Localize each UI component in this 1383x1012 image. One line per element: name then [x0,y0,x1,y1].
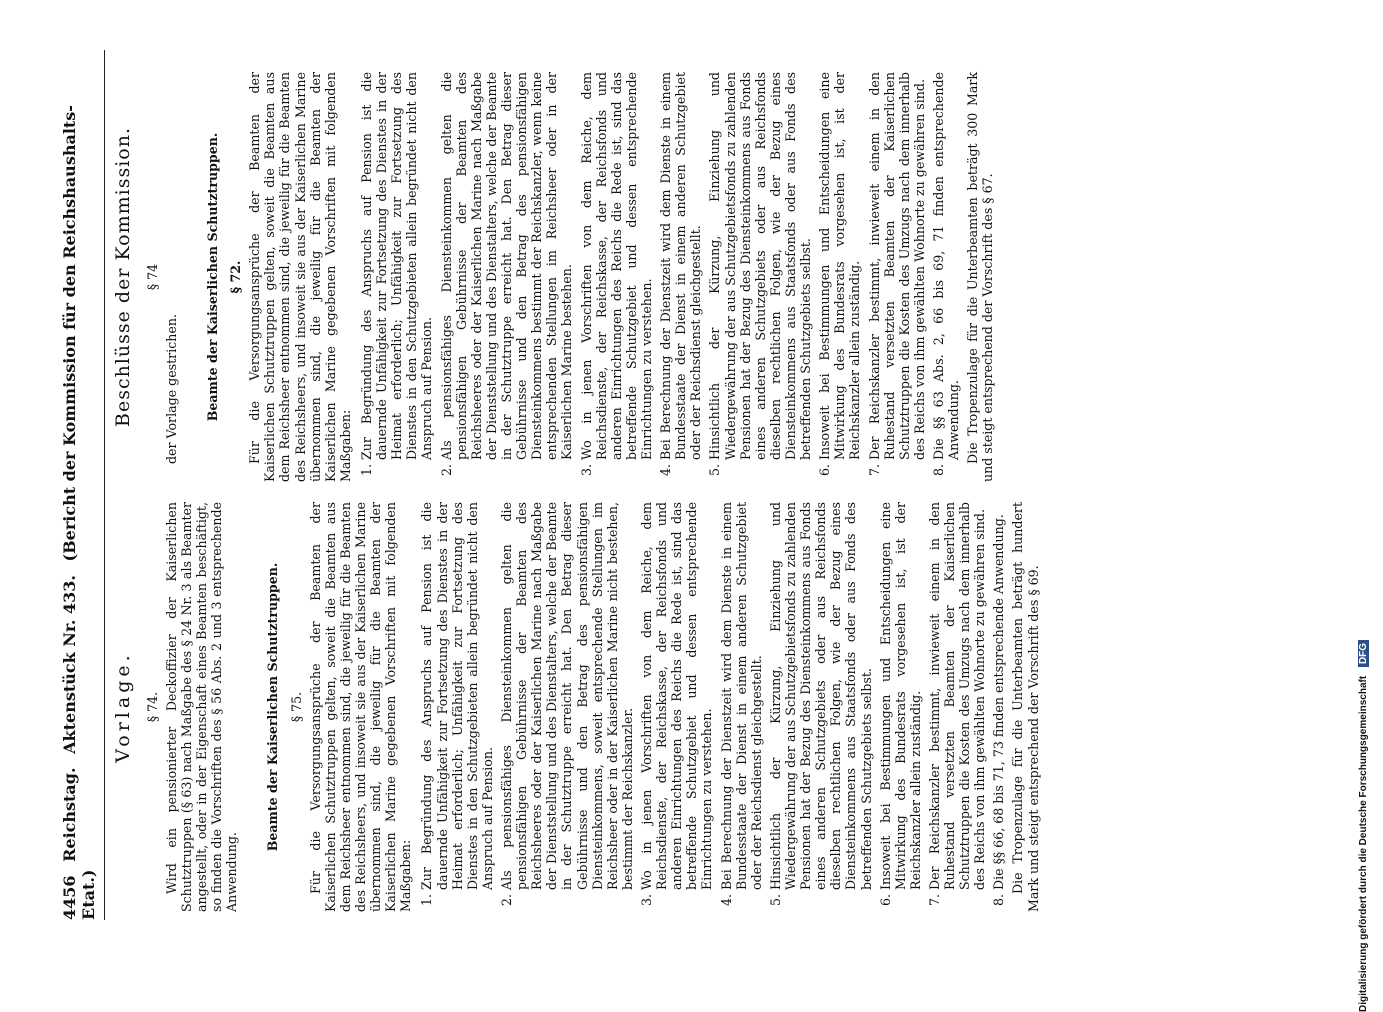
section-75-number: § 75. [288,691,304,723]
list-item: 5. Hinsichtlich der Kürzung, Einziehung und Wiedergewährung der aus Schutzgebietsfonds zu zahlenden Pensionen hat der Bezug des Diensteinkommens aus Fonds eines anderen Schutzgebiets oder aus Reichsfonds dieselben rechtlichen Folgen, wie der Bezug eines Diensteinkommens aus Staatsfonds oder aus Fonds des betreffenden Schutzgebiets selbst. [768,502,874,890]
page-number: 4456 [60,875,79,920]
right-column-title: Beschlüsse der Kommission. [112,127,134,427]
list-item: 6. Insoweit bei Bestimmungen und Entscheidungen eine Mitwirkung des Bundesrats vorgesehen ist, ist der Reichskanzler allein zuständig. [817,72,862,460]
digitization-credit [1358,12,1372,1012]
list-item: 8. Die §§ 66, 68 bis 71, 73 finden entsprechende Anwendung. [991,502,1006,890]
left-section-title: Beamte der Kaiserlichen Schutztruppen. [265,562,281,852]
section-72-number: § 72. [228,260,244,294]
list-item: 2. Als pensionsfähiges Diensteinkommen gelten die pensionsfähigen Gebührnisse der Beamten des Reichsheeres oder der Kaiserlichen Marine nach Maßgabe der Dienststellung und des Dienstalters, welche der Beamte in der Schutztruppe erreicht hat. Den Betrag dieser Gebührnisse und den Betrag des pensionsfähigen Diensteinkommens, soweit entsprechende Stellungen im Reichsheer oder in der Kaiserlichen Marine nicht bestehen, bestimmt der Reichskanzler. [499,502,635,890]
list-item: 8. Die §§ 63 Abs. 2, 66 bis 69, 71 finden entsprechende Anwendung. [931,72,961,460]
section-72-intro: Für die Versorgungsansprüche der Beamten der Kaiserlichen Schutztruppen gelten, soweit die Beamten aus dem Reichsheer entnommen sind, die jeweilig für die Beamten des Reichsheers, und insoweit sie aus der Kaiserlichen Marine übernommen sind, die jeweilig für die Beamten der Kaiserlichen Marine gegebenen Vorschriften mit folgenden Maßgaben: [247,72,353,482]
section-75-list [419,502,1006,912]
list-item: 7. Der Reichskanzler bestimmt, inwieweit einem in den Ruhestand versetzten Beamten der Kaiserlichen Schutztruppen die Kosten des Umzugs nach dem innerhalb des Reichs von ihm gewählten Wohnorte zu gewähren sind. [927,502,987,890]
credit-line [1358,52,1369,1012]
list-item: 4. Bei Berechnung der Dienstzeit wird dem Dienste in einem Bundesstaate der Dienst in einem anderen Schutzgebiet oder der Reichsdienst gleichgestellt. [658,72,703,460]
credit-text: Digitalisierung gefördert durch die Deutsche Forschungsgemeinschaft [1358,675,1369,1012]
page-title: Reichstag. [60,767,79,862]
list-item: 1. Zur Begründung des Anspruchs auf Pension ist die dauernde Unfähigkeit zur Fortsetzung des Dienstes in der Heimat erforderlich; Unfähigkeit zur Fortsetzung des Dienstes in den Schutzgebieten allein begründet nicht den Anspruch auf Pension. [419,502,495,890]
document-reference: Aktenstück Nr. 433. [60,575,79,754]
right-section-title: Beamte der Kaiserlichen Schutztruppen. [205,132,221,422]
list-item: 6. Insoweit bei Bestimmungen und Entscheidungen eine Mitwirkung des Bundesrats vorgesehen ist, ist der Reichskanzler allein zuständig. [878,502,923,890]
list-item: 1. Zur Begründung des Anspruchs auf Pension ist die dauernde Unfähigkeit zur Fortsetzung des Dienstes in der Heimat erforderlich; Unfähigkeit zur Fortsetzung des Dienstes in den Schutzgebieten allein begründet nicht den Anspruch auf Pension. [359,72,435,460]
dfg-logo: DFG [1358,640,1369,667]
page-header [60,50,105,920]
list-item: 5. Hinsichtlich der Kürzung, Einziehung und Wiedergewährung der aus Schutzgebietsfonds zu zahlenden Pensionen hat der Bezug des Diensteinkommens aus Fonds eines anderen Schutzgebiets oder aus Reichsfonds dieselben rechtlichen Folgen, wie der Bezug eines Diensteinkommens aus Staatsfonds oder aus Fonds des betreffenden Schutzgebiets selbst. [707,72,813,460]
section-72-list [359,72,961,482]
left-column [112,502,1047,912]
list-item: 2. Als pensionsfähiges Diensteinkommen gelten die pensionsfähigen Gebührnisse der Beamten des Reichsheeres oder der Kaiserlichen Marine nach Maßgabe der Dienststellung und des Dienstalters, welche der Beamte in der Schutztruppe erreicht hat. Den Betrag dieser Gebührnisse und den Betrag des pensionsfähigen Diensteinkommens bestimmt der Reichskanzler, wenn keine entsprechenden Stellungen im Reichsheer oder in der Kaiserlichen Marine bestehen. [439,72,575,460]
section-74-text: der Vorlage gestrichen. [163,314,179,464]
section-72-tail: Die Tropenzulage für die Unterbeamten beträgt 300 Mark und steigt entsprechend der Vorschrift des § 67. [965,72,996,482]
right-column [112,72,1001,482]
list-item: 7. Der Reichskanzler bestimmt, inwieweit einem in den Ruhestand versetzten Beamten der Kaiserlichen Schutztruppen die Kosten des Umzugs nach dem innerhalb des Reichs von ihm gewählten Wohnorte zu gewähren sind. [867,72,927,460]
section-74-number: § 74 [144,263,160,291]
list-item: 4. Bei Berechnung der Dienstzeit wird dem Dienste in einem Bundesstaate der Dienst in einem anderen Schutzgebiet oder der Reichsdienst gleichgestellt. [719,502,764,890]
left-column-title: Vorlage. [112,651,134,763]
section-75-tail: Die Tropenzulage für die Unterbeamten beträgt hundert Mark und steigt entsprechend der Vorschrift des § 69. [1010,502,1041,912]
list-item: 3. Wo in jenen Vorschriften von dem Reiche, dem Reichsdienste, der Reichskasse, der Reichsfonds und anderen Einrichtungen des Reichs die Rede ist, sind das betreffende Schutzgebiet und dessen entsprechende Einrichtungen zu verstehen. [639,502,715,890]
list-item: 3. Wo in jenen Vorschriften von dem Reiche, dem Reichsdienste, der Reichskasse, der Reichsfonds und anderen Einrichtungen des Reichs die Rede ist, sind das betreffende Schutzgebiet und dessen entsprechende Einrichtungen zu verstehen. [579,72,655,460]
section-75-intro: Für die Versorgungsansprüche der Beamten der Kaiserlichen Schutztruppen gelten, soweit die Beamten aus dem Reichsheer entnommen sind, die jeweilig für die Beamten des Reichsheers, und insoweit sie aus der Kaiserlichen Marine übernommen sind, die jeweilig für die Beamten der Kaiserlichen Marine gegebenen Vorschriften mit folgenden Maßgaben: [307,502,414,912]
section-74-text: Wird ein pensionierter Deckoffizier der Kaiserlichen Schutztruppen (§ 63) nach Maßgabe des § 24 Nr. 3 als Beamter angestellt, oder in der Eigenschaft eines Beamten beschäftigt, so finden die Vorschriften des § 56 Abs. 2 und 3 entsprechende Anwendung. [163,502,240,912]
page-subtitle: (Bericht der Kommission für den Reichshaushalts-Etat.) [60,105,99,920]
section-74-number: § 74. [144,691,160,723]
